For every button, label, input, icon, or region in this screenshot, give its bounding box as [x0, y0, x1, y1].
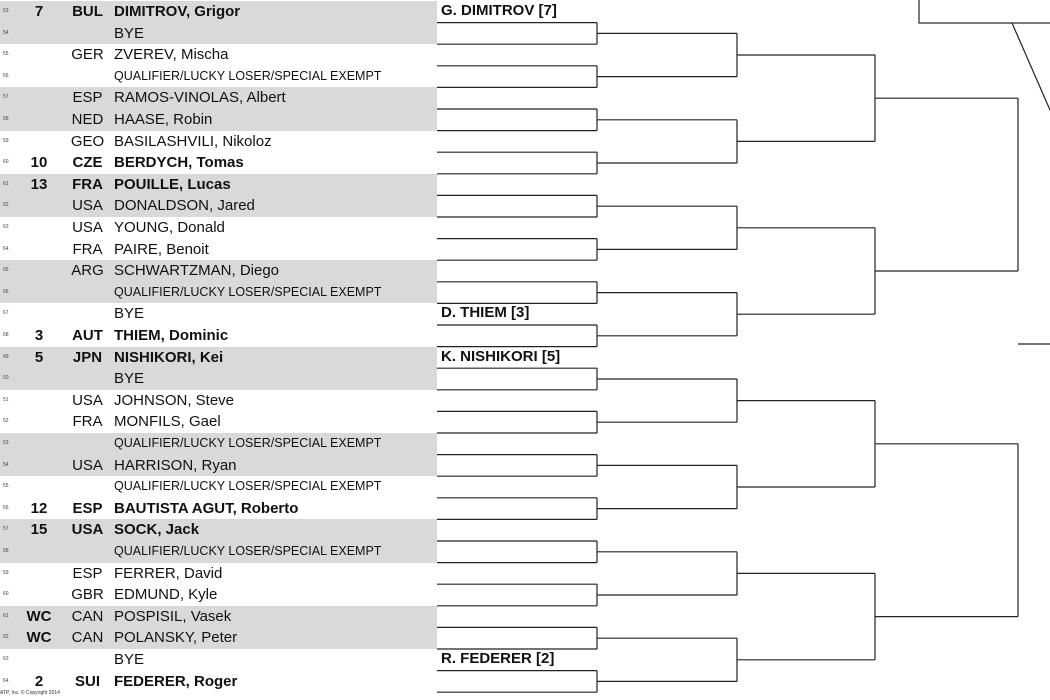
- nationality-code: USA: [72, 456, 103, 474]
- draw-position-number: 60: [3, 591, 9, 598]
- draw-position-number: 56: [3, 72, 9, 79]
- draw-position-number: 63: [3, 656, 9, 662]
- player-name: QUALIFIER/LUCKY LOSER/SPECIAL EXEMPT: [114, 284, 382, 299]
- seed-label: 10: [30, 154, 48, 172]
- nationality-code: GER: [71, 46, 104, 64]
- draw-position-number: 59: [3, 569, 9, 576]
- nationality-code: SUI: [74, 672, 100, 690]
- draw-row: [0, 390, 437, 412]
- nationality-code: NED: [71, 111, 104, 128]
- seed-label: 7: [34, 3, 44, 20]
- player-name: QUALIFIER/LUCKY LOSER/SPECIAL EXEMPT: [114, 436, 382, 450]
- draw-position-number: 54: [3, 29, 9, 36]
- player-name: QUALIFIER/LUCKY LOSER/SPECIAL EXEMPT: [114, 479, 382, 494]
- nationality-code: CAN: [71, 607, 104, 625]
- draw-row: [0, 476, 437, 498]
- draw-position-number: 56: [3, 504, 9, 511]
- draw-position-number: 66: [3, 288, 9, 295]
- draw-position-number: 60: [3, 159, 9, 166]
- draw-row: [0, 671, 437, 693]
- player-name: JOHNSON, Steve: [114, 391, 235, 409]
- diagonal-line: [1012, 23, 1050, 110]
- advanced-player-name: R. FEDERER [2]: [441, 650, 555, 667]
- player-name: BASILASHVILI, Nikoloz: [114, 132, 272, 150]
- nationality-code: ARG: [71, 262, 104, 280]
- draw-row: [0, 1, 437, 23]
- player-name: FERRER, David: [114, 564, 223, 582]
- player-name: POUILLE, Lucas: [114, 175, 231, 193]
- draw-position-number: 58: [3, 548, 9, 554]
- advanced-player-name: D. THIEM [3]: [441, 304, 530, 322]
- nationality-code: USA: [72, 219, 103, 236]
- draw-position-number: 61: [3, 180, 9, 187]
- seed-label: 13: [30, 175, 48, 193]
- nationality-code: BUL: [72, 3, 103, 20]
- draw-row: [0, 66, 437, 88]
- player-name: POLANSKY, Peter: [114, 629, 238, 647]
- draw-row: [0, 627, 437, 649]
- player-name: POSPISIL, Vasek: [114, 607, 232, 625]
- draw-row: [0, 260, 437, 282]
- header-box: [919, 0, 1050, 23]
- draw-position-number: 62: [3, 634, 9, 641]
- draw-row: [0, 347, 437, 369]
- draw-row: [0, 455, 437, 477]
- nationality-code: AUT: [72, 327, 103, 344]
- draw-position-number: 61: [3, 612, 9, 619]
- player-name: RAMOS-VINOLAS, Albert: [114, 89, 286, 107]
- player-name: BYE: [114, 24, 145, 42]
- draw-position-number: 63: [3, 224, 9, 230]
- player-name: FEDERER, Roger: [114, 672, 238, 690]
- advanced-player-name: G. DIMITROV [7]: [441, 2, 557, 19]
- draw-position-number: 65: [3, 267, 9, 274]
- draw-position-number: 51: [3, 396, 9, 403]
- draw-row: [0, 195, 437, 217]
- draw-position-number: 54: [3, 461, 9, 468]
- nationality-code: ESP: [72, 499, 103, 517]
- player-name: BYE: [114, 370, 145, 388]
- draw-row: [0, 174, 437, 196]
- player-name: SCHWARTZMAN, Diego: [114, 262, 280, 280]
- nationality-code: CAN: [71, 629, 104, 647]
- copyright-footer: ATP, Inc. © Copyright 2014: [0, 690, 60, 696]
- draw-row: [0, 109, 437, 131]
- draw-row: [0, 368, 437, 390]
- advanced-player-name: K. NISHIKORI [5]: [441, 347, 561, 365]
- draw-position-number: 53: [3, 440, 9, 446]
- nationality-code: GEO: [70, 132, 105, 150]
- player-name: QUALIFIER/LUCKY LOSER/SPECIAL EXEMPT: [114, 544, 382, 558]
- draw-row: [0, 541, 437, 563]
- draw-position-number: 58: [3, 116, 9, 122]
- nationality-code: ESP: [72, 89, 103, 107]
- draw-position-number: 57: [3, 94, 9, 101]
- player-name: THIEM, Dominic: [114, 327, 229, 344]
- draw-row: [0, 23, 437, 45]
- draw-row: [0, 498, 437, 520]
- draw-position-number: 53: [3, 8, 9, 14]
- draw-row: [0, 649, 437, 671]
- draw-row: [0, 584, 437, 606]
- nationality-code: CZE: [72, 154, 103, 172]
- nationality-code: ESP: [72, 564, 103, 582]
- draw-position-number: 68: [3, 332, 9, 338]
- player-name: BERDYCH, Tomas: [114, 154, 244, 172]
- player-name: BYE: [114, 305, 145, 323]
- draw-position-number: 52: [3, 418, 9, 425]
- nationality-code: FRA: [72, 413, 103, 431]
- player-name: HARRISON, Ryan: [114, 456, 237, 474]
- draw-position-number: 64: [3, 245, 9, 252]
- draw-position-number: 49: [3, 353, 9, 360]
- draw-position-number: 55: [3, 483, 9, 490]
- draw-position-number: 57: [3, 526, 9, 533]
- nationality-code: FRA: [72, 175, 103, 193]
- player-name: QUALIFIER/LUCKY LOSER/SPECIAL EXEMPT: [114, 68, 382, 83]
- draw-row: [0, 606, 437, 628]
- nationality-code: JPN: [72, 348, 103, 366]
- player-name: HAASE, Robin: [114, 111, 213, 128]
- player-name: NISHIKORI, Kei: [114, 348, 224, 366]
- nationality-code: USA: [72, 391, 103, 409]
- player-name: DIMITROV, Grigor: [114, 3, 241, 20]
- seed-label: 3: [34, 327, 44, 344]
- draw-row: [0, 325, 437, 347]
- draw-row: [0, 519, 437, 541]
- draw-row: [0, 563, 437, 585]
- draw-row: [0, 44, 437, 66]
- seed-label: 12: [30, 499, 48, 517]
- draw-position-number: 59: [3, 137, 9, 144]
- player-name: BYE: [114, 651, 145, 668]
- seed-label: WC: [26, 607, 52, 625]
- player-name: DONALDSON, Jared: [114, 197, 255, 215]
- draw-row: [0, 411, 437, 433]
- draw-row: [0, 433, 437, 455]
- draw-position-number: 55: [3, 51, 9, 58]
- draw-row: [0, 131, 437, 153]
- player-name: ZVEREV, Mischa: [114, 46, 229, 64]
- draw-row: [0, 217, 437, 239]
- player-name: BAUTISTA AGUT, Roberto: [114, 499, 299, 517]
- nationality-code: GBR: [71, 586, 104, 604]
- draw-row: [0, 282, 437, 304]
- draw-position-number: 62: [3, 202, 9, 209]
- player-name: MONFILS, Gael: [114, 413, 221, 431]
- player-name: YOUNG, Donald: [114, 219, 225, 236]
- draw-row: [0, 239, 437, 261]
- draw-position-number: 67: [3, 310, 9, 317]
- draw-row: [0, 152, 437, 174]
- draw-row: [0, 303, 437, 325]
- seed-label: 5: [34, 348, 44, 366]
- seed-label: 2: [34, 672, 44, 690]
- player-name: SOCK, Jack: [114, 521, 200, 539]
- nationality-code: FRA: [72, 240, 103, 258]
- player-name: PAIRE, Benoit: [114, 240, 209, 258]
- seed-label: WC: [26, 629, 52, 647]
- nationality-code: USA: [71, 521, 104, 539]
- nationality-code: USA: [72, 197, 103, 215]
- draw-position-number: 64: [3, 677, 9, 684]
- player-name: EDMUND, Kyle: [114, 586, 218, 604]
- draw-position-number: 50: [3, 375, 9, 382]
- draw-row: [0, 87, 437, 109]
- seed-label: 15: [30, 521, 48, 539]
